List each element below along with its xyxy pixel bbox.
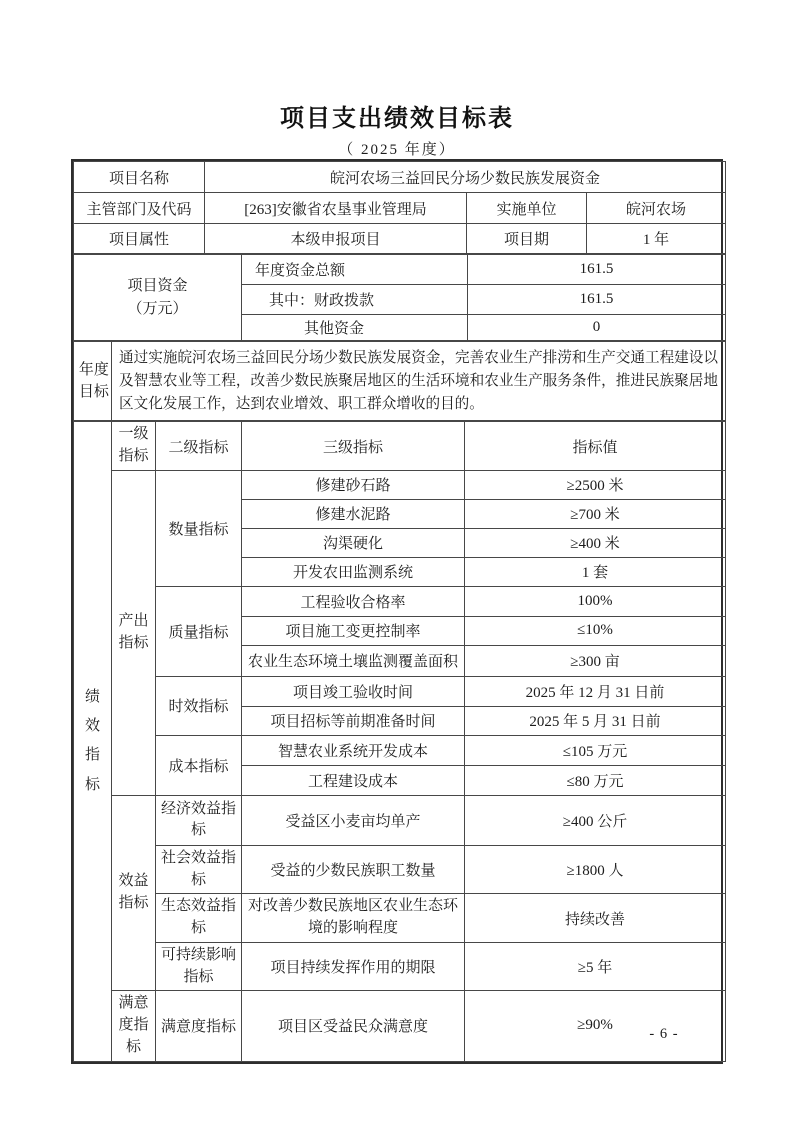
level2-cost: 成本指标 (156, 735, 242, 795)
indicator-row-value: ≥400 公斤 (465, 795, 726, 845)
indicator-row-level3: 项目竣工验收时间 (242, 676, 465, 706)
indicator-row-value: ≥400 米 (465, 528, 726, 557)
indicator-row-level3: 修建水泥路 (242, 499, 465, 528)
dept-label: 主管部门及代码 (74, 193, 205, 224)
impl-unit-value: 皖河农场 (587, 193, 726, 224)
indicator-row-value: 2025 年 12 月 31 日前 (465, 676, 726, 706)
table-row (74, 942, 726, 991)
period-label: 项目期 (467, 224, 587, 254)
table-row (74, 586, 726, 616)
attr-value: 本级申报项目 (205, 224, 467, 254)
indicator-row-level3: 受益的少数民族职工数量 (242, 845, 465, 894)
indicator-row-value: ≤80 万元 (465, 765, 726, 795)
level2-economic: 经济效益指标 (156, 795, 242, 845)
annual-goal-text: 通过实施皖河农场三益回民分场少数民族发展资金，完善农业生产排涝和生产交通工程建设以及智慧农业等工程，改善少数民族聚居地区的生活环境和农业生产服务条件，推进民族聚居地区文化发展工作，达到农业增效、职工群众增收的目的。 (112, 342, 726, 421)
header-value: 指标值 (465, 422, 726, 471)
funding-item: 其他资金 (242, 315, 468, 341)
indicator-row-value: 1 套 (465, 557, 726, 586)
indicator-row-value: 持续改善 (465, 894, 726, 943)
funding-label-text: 项目资金（万元） (127, 278, 188, 317)
table-row (74, 224, 726, 254)
table-row (74, 795, 726, 845)
annual-goal-table (73, 341, 726, 421)
table-row (74, 845, 726, 894)
indicator-header-row (74, 422, 726, 471)
impl-unit-label: 实施单位 (467, 193, 587, 224)
table-row (74, 193, 726, 224)
indicators-table (73, 421, 726, 1061)
indicator-row-level3: 工程建设成本 (242, 765, 465, 795)
funding-amount: 0 (468, 315, 726, 341)
indicator-row-level3: 开发农田监测系统 (242, 557, 465, 586)
side-label-text: 绩效指标 (84, 688, 100, 793)
table-row (74, 255, 726, 285)
header-level1: 一级指标 (112, 422, 156, 471)
indicator-row-value: ≥1800 人 (465, 845, 726, 894)
level1-benefit: 效益指标 (112, 795, 156, 991)
project-name-label: 项目名称 (74, 162, 205, 193)
funding-item: 其中：财政拨款 (242, 285, 468, 315)
level2-social: 社会效益指标 (156, 845, 242, 894)
funding-amount: 161.5 (468, 285, 726, 315)
indicator-row-value: ≥2500 米 (465, 470, 726, 499)
table-row (74, 991, 726, 1061)
year-subtitle: （ 2025 年度） (338, 142, 456, 158)
table-row (74, 735, 726, 765)
side-label-performance-indicators (74, 422, 112, 1061)
level2-quality: 质量指标 (156, 586, 242, 676)
indicator-row-level3: 工程验收合格率 (242, 586, 465, 616)
header-level2: 二级指标 (156, 422, 242, 471)
table-row (74, 894, 726, 943)
table-row (74, 342, 726, 421)
indicator-row-level3: 对改善少数民族地区农业生态环境的影响程度 (242, 894, 465, 943)
funding-label (74, 255, 242, 341)
indicator-row-value: ≥90% (465, 991, 726, 1061)
level2-ecological: 生态效益指标 (156, 894, 242, 943)
indicator-row-level3: 智慧农业系统开发成本 (242, 735, 465, 765)
indicator-row-value: ≤105 万元 (465, 735, 726, 765)
level1-output: 产出指标 (112, 470, 156, 795)
level2-quantity: 数量指标 (156, 470, 242, 586)
indicator-row-value: 2025 年 5 月 31 日前 (465, 706, 726, 735)
table-row (74, 162, 726, 193)
indicator-row-level3: 受益区小麦亩均单产 (242, 795, 465, 845)
level1-satisfaction: 满意度指标 (112, 991, 156, 1061)
table-row (74, 676, 726, 706)
indicator-row-value: ≥700 米 (465, 499, 726, 528)
indicator-row-value: 100% (465, 586, 726, 616)
indicator-row-level3: 项目招标等前期准备时间 (242, 706, 465, 735)
indicator-row-level3: 项目施工变更控制率 (242, 616, 465, 645)
indicator-row-value: ≥5 年 (465, 942, 726, 991)
table-row (74, 470, 726, 499)
level2-satisfaction: 满意度指标 (156, 991, 242, 1061)
period-value: 1 年 (587, 224, 726, 254)
annual-goal-label (74, 342, 112, 421)
indicator-row-value: ≤10% (465, 616, 726, 645)
funding-amount: 161.5 (468, 255, 726, 285)
indicator-row-level3: 农业生态环境土壤监测覆盖面积 (242, 645, 465, 676)
project-name-value: 皖河农场三益回民分场少数民族发展资金 (205, 162, 726, 193)
level2-timeliness: 时效指标 (156, 676, 242, 735)
funding-table (73, 254, 726, 341)
indicator-row-value: ≥300 亩 (465, 645, 726, 676)
indicator-row-level3: 项目持续发挥作用的期限 (242, 942, 465, 991)
project-info-table (73, 161, 726, 254)
level2-sustain: 可持续影响指标 (156, 942, 242, 991)
header-level3: 三级指标 (242, 422, 465, 471)
attr-label: 项目属性 (74, 224, 205, 254)
page-number: - 6 - (649, 1026, 679, 1042)
performance-target-table (71, 159, 723, 1064)
dept-value: [263]安徽省农垦事业管理局 (205, 193, 467, 224)
indicator-row-level3: 沟渠硬化 (242, 528, 465, 557)
indicator-row-level3: 修建砂石路 (242, 470, 465, 499)
page-title: 项目支出绩效目标表 (280, 105, 514, 132)
indicator-row-level3: 项目区受益民众满意度 (242, 991, 465, 1061)
funding-item: 年度资金总额 (242, 255, 468, 285)
annual-goal-label-text: 年度目标 (78, 361, 109, 401)
